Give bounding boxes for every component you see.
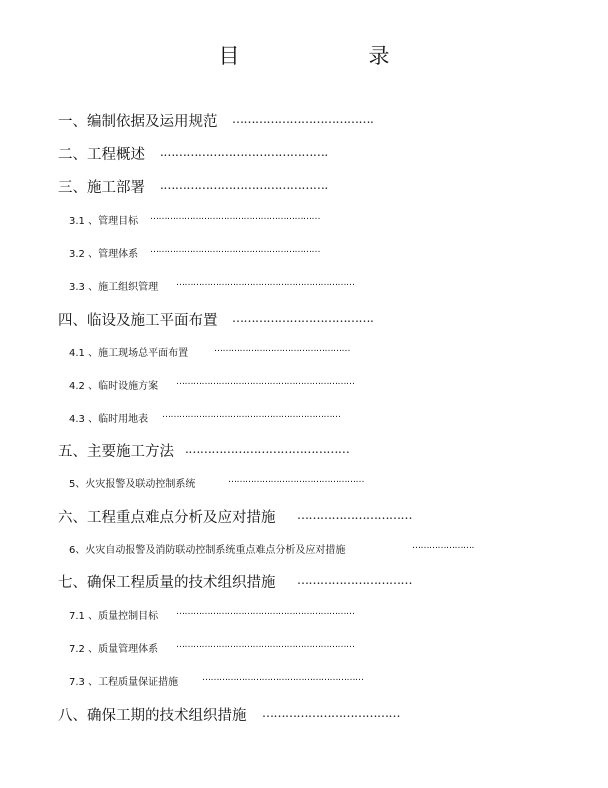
toc-entry-label: 3.2 、管理体系 bbox=[69, 249, 139, 260]
toc-entry-label: 六、工程重点难点分析及应对措施 bbox=[58, 510, 276, 526]
toc-entry-label: 一、编制依据及运用规范 bbox=[58, 114, 218, 130]
toc-entry-leader: …………………. bbox=[412, 541, 474, 551]
toc-entry[interactable] bbox=[58, 110, 218, 131]
toc-entry[interactable] bbox=[58, 506, 276, 527]
toc-entry[interactable] bbox=[69, 475, 195, 490]
toc-entry[interactable] bbox=[69, 541, 345, 556]
toc-entry-leader: .……………………………………. bbox=[160, 145, 328, 159]
toc-entry-leader: ………………………… bbox=[297, 508, 412, 522]
toc-entry[interactable] bbox=[69, 410, 148, 425]
toc-entry-leader: ………………………… bbox=[297, 573, 412, 587]
toc-entry-leader: …………………………………………………… bbox=[150, 245, 320, 255]
toc-entry[interactable] bbox=[58, 571, 276, 592]
toc-entry-label: 5、火灾报警及联动控制系统 bbox=[69, 479, 196, 490]
toc-entry-label: 八、确保工期的技术组织措施 bbox=[58, 708, 247, 724]
toc-entry-label: 3.3 、施工组织管理 bbox=[69, 282, 159, 293]
toc-entry[interactable] bbox=[69, 344, 188, 359]
toc-entry[interactable] bbox=[69, 278, 158, 293]
toc-entry-leader: …………………………………………………… bbox=[150, 212, 320, 222]
toc-entry[interactable] bbox=[69, 673, 178, 688]
toc-entry[interactable] bbox=[69, 607, 158, 622]
toc-entry-leader: ……………………………………………………… bbox=[162, 410, 341, 420]
toc-entry-label: 4.2 、临时设施方案 bbox=[69, 381, 159, 392]
toc-entry[interactable] bbox=[58, 143, 145, 164]
toc-entry[interactable] bbox=[69, 377, 158, 392]
toc-entry[interactable] bbox=[69, 640, 158, 655]
toc-entry-label: 7.2 、质量管理体系 bbox=[69, 644, 159, 655]
toc-entry-leader: ……………………………………………………… bbox=[176, 640, 355, 650]
toc-entry-leader: ………………………………………………… bbox=[202, 673, 364, 683]
toc-entry-label: 4.3 、临时用地表 bbox=[69, 414, 149, 425]
toc-entry-label: 7.1 、质量控制目标 bbox=[69, 611, 159, 622]
toc-entry[interactable] bbox=[69, 245, 138, 260]
toc-entry-leader: .……………………………………. bbox=[160, 178, 328, 192]
toc-entry[interactable] bbox=[58, 704, 247, 725]
toc-entry-leader: ……………………………………………………… bbox=[176, 607, 355, 617]
toc-entry-leader: ………………………………………… bbox=[214, 344, 350, 354]
toc-entry-leader: ………………………………. bbox=[232, 112, 374, 126]
toc-entry-label: 四、临设及施工平面布置 bbox=[58, 313, 218, 329]
toc-entry-label: 7.3 、工程质量保证措施 bbox=[69, 677, 179, 688]
toc-entry-leader: ………………………………………… bbox=[228, 475, 364, 485]
toc-entry-label: 3.1 、管理目标 bbox=[69, 216, 139, 227]
toc-entry-leader: .…………………………………… bbox=[185, 442, 350, 456]
toc-entry-leader: ……………………………………………………… bbox=[176, 278, 355, 288]
toc-entry-label: 三、施工部署 bbox=[58, 180, 145, 196]
toc-entry-label: 五、主要施工方法 bbox=[58, 444, 174, 460]
toc-entry-leader: ……………………………… bbox=[262, 706, 400, 720]
toc-entry-leader: ……………………………………………………… bbox=[176, 377, 355, 387]
toc-entry[interactable] bbox=[69, 212, 138, 227]
toc-entry-label: 二、工程概述 bbox=[58, 147, 145, 163]
toc-title: 目 录 bbox=[218, 44, 444, 68]
toc-entry[interactable] bbox=[58, 309, 218, 330]
toc-entry[interactable] bbox=[58, 440, 174, 461]
toc-entry-label: 4.1 、施工现场总平面布置 bbox=[69, 348, 189, 359]
toc-entry-label: 七、确保工程质量的技术组织措施 bbox=[58, 575, 276, 591]
toc-entry[interactable] bbox=[58, 176, 145, 197]
toc-entry-label: 6、火灾自动报警及消防联动控制系统重点难点分析及应对措施 bbox=[69, 545, 346, 556]
toc-entry-leader: ………………………………. bbox=[232, 311, 374, 325]
